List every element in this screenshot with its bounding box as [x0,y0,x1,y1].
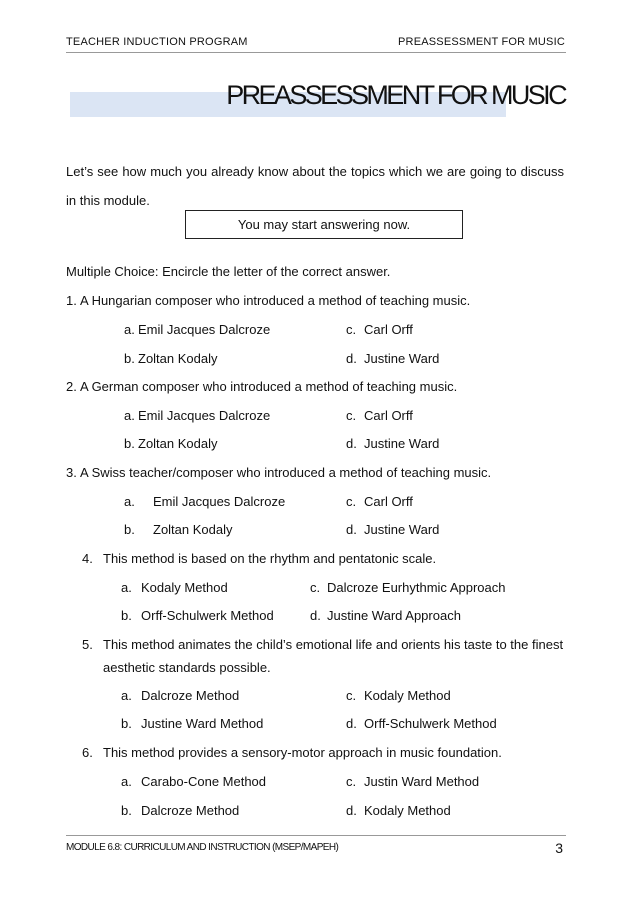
question-number: 2. [66,379,77,394]
choice-letter: b. [124,351,135,366]
choice-letter: b. [124,522,135,537]
choice-text: Carl Orff [364,494,413,509]
question-text-continued: aesthetic standards possible. [103,660,271,675]
choice-text: Orff-Schulwerk Method [141,608,274,623]
choice-letter: c. [346,494,357,509]
choice-letter: d. [310,608,321,623]
choice-letter: a. [124,408,135,423]
footer-divider [66,835,566,836]
page-number: 3 [555,840,563,856]
choice-letter: c. [346,774,357,789]
choice-text: Justine Ward [364,436,440,451]
header-program-name: TEACHER INDUCTION PROGRAM [66,36,248,48]
choice-letter: b. [124,436,135,451]
header-section-name: PREASSESSMENT FOR MUSIC [398,36,565,48]
choice-text: Emil Jacques Dalcroze [138,408,271,423]
choice-text: Dalcroze Eurhythmic Approach [327,580,506,595]
choice-text: Carabo-Cone Method [141,774,267,789]
choice-letter: c. [310,580,321,595]
choice-text: Kodaly Method [141,580,228,595]
choice-letter: d. [346,351,357,366]
choice-text: Justin Ward Method [364,774,480,789]
question-text: A Swiss teacher/composer who introduced a method of teaching music. [80,465,492,480]
question-number: 6. [82,745,93,760]
choice-text: Kodaly Method [364,803,451,818]
choice-letter: a. [124,322,135,337]
choice-letter: c. [346,408,357,423]
choice-letter: b. [121,716,132,731]
question-text: A German composer who introduced a method of teaching music. [80,379,458,394]
question-text: This method provides a sensory-motor approach in music foundation. [103,745,502,760]
choice-text: Justine Ward Method [141,716,264,731]
choice-letter: b. [121,803,132,818]
question-number: 3. [66,465,77,480]
start-instruction-text: You may start answering now. [237,217,411,232]
choice-text: Zoltan Kodaly [138,436,218,451]
choice-letter: c. [346,688,357,703]
choice-text: Kodaly Method [364,688,451,703]
question-number: 1. [66,293,77,308]
choice-letter: a. [124,494,135,509]
choice-letter: a. [121,774,132,789]
choice-letter: c. [346,322,357,337]
choice-text: Orff-Schulwerk Method [364,716,497,731]
header-divider [66,52,566,53]
choice-text: Emil Jacques Dalcroze [153,494,286,509]
choice-letter: d. [346,522,357,537]
choice-letter: a. [121,688,132,703]
question-number: 4. [82,551,93,566]
footer-module-name: MODULE 6.8: CURRICULUM AND INSTRUCTION (MSEP/MAPEH) [66,842,339,853]
choice-text: Justine Ward [364,522,440,537]
choice-text: Dalcroze Method [141,803,240,818]
choice-text: Justine Ward Approach [327,608,461,623]
start-instruction-box [185,210,463,239]
choice-letter: d. [346,716,357,731]
choice-text: Zoltan Kodaly [153,522,233,537]
question-text: This method animates the child’s emotional life and orients his taste to the finest [103,637,564,652]
intro-paragraph: Let’s see how much you already know about the topics which we are going to discuss in this module. [66,164,564,208]
choice-text: Dalcroze Method [141,688,240,703]
choice-letter: b. [121,608,132,623]
choice-text: Carl Orff [364,322,413,337]
choice-text: Zoltan Kodaly [138,351,218,366]
choice-text: Justine Ward [364,351,440,366]
instructions: Multiple Choice: Encircle the letter of the correct answer. [66,264,391,279]
page-title: PREASSESSMENT FOR MUSIC [226,80,565,110]
choice-letter: d. [346,436,357,451]
question-text: A Hungarian composer who introduced a method of teaching music. [80,293,471,308]
choice-text: Carl Orff [364,408,413,423]
question-number: 5. [82,637,93,652]
choice-letter: d. [346,803,357,818]
choice-text: Emil Jacques Dalcroze [138,322,271,337]
choice-letter: a. [121,580,132,595]
question-text: This method is based on the rhythm and pentatonic scale. [103,551,437,566]
